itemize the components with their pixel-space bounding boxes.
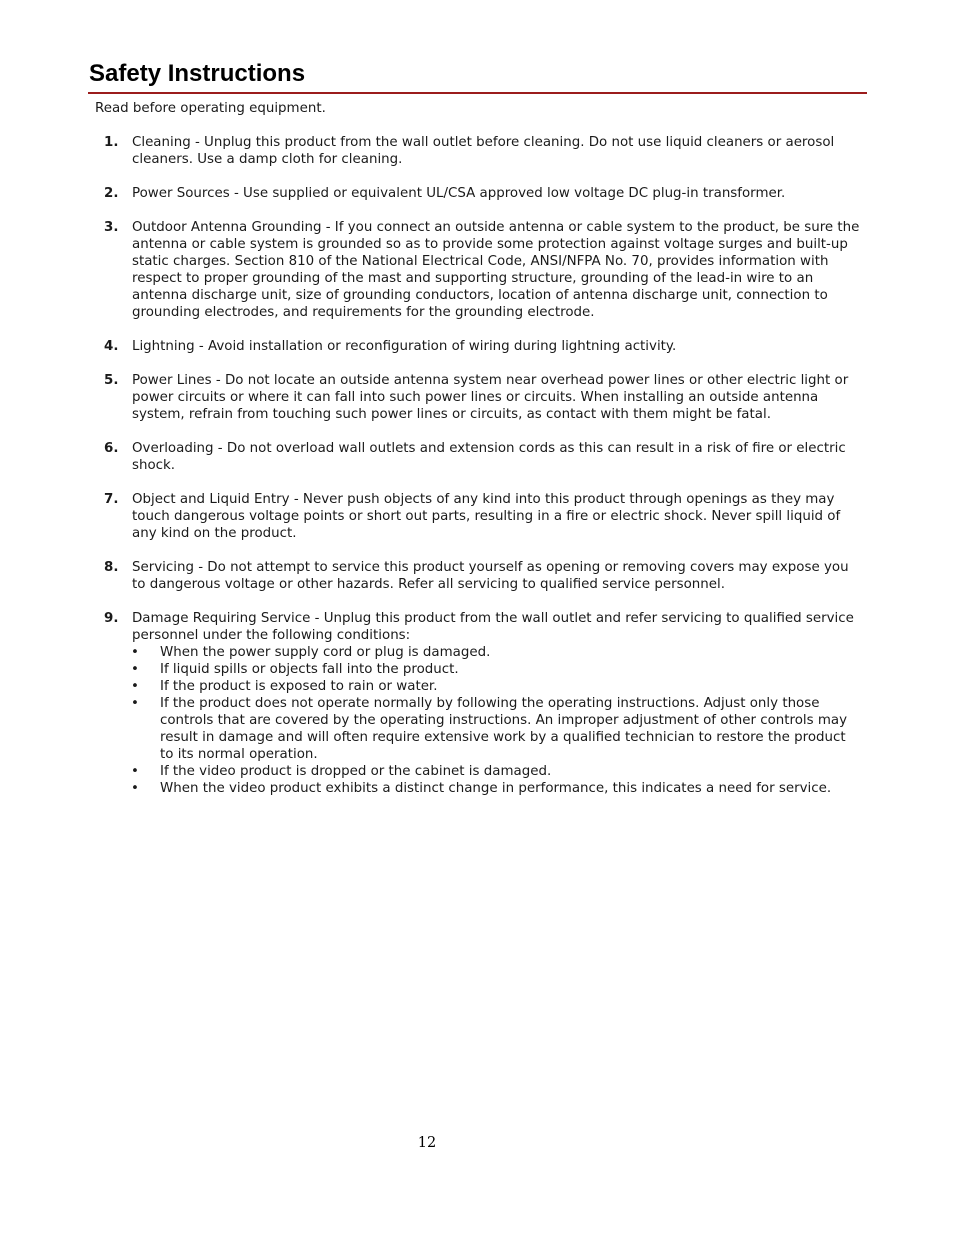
condition-text: If liquid spills or objects fall into the product. [160,662,459,677]
instruction-item-7 [0,491,954,542]
instruction-text: Power Sources - Use supplied or equivalent UL/CSA approved low voltage DC plug-in transformer. [132,186,786,201]
condition-item [0,678,954,695]
instruction-item-3 [0,219,954,321]
instruction-text: Cleaning - Unplug this product from the wall outlet before cleaning. Do not use liquid cleaners or aerosol cleaners. Use a damp cloth for cleaning. [132,135,835,167]
page-number: 12 [417,1135,437,1151]
bullet-icon: • [131,679,139,694]
condition-item [0,661,954,678]
condition-text: If the video product is dropped or the cabinet is damaged. [160,764,552,779]
instruction-item-8 [0,559,954,593]
instruction-number: 7. [104,492,119,507]
condition-item [0,695,954,763]
instruction-text: Servicing - Do not attempt to service this product yourself as opening or removing covers may expose you to dangerous voltage or other hazards. Refer all servicing to qualified service personnel. [132,560,849,592]
instruction-item-2 [0,185,954,202]
instruction-number: 2. [104,186,119,201]
instruction-list [0,134,954,814]
instruction-item-9 [0,610,954,797]
instruction-text: Object and Liquid Entry - Never push objects of any kind into this product through openings as they may touch dangerous voltage points or short out parts, resulting in a fire or electric shock. Never spill liquid of any kind on the product. [132,492,841,541]
instruction-text: Lightning - Avoid installation or reconfiguration of wiring during lightning activity. [132,339,677,354]
instruction-text: Outdoor Antenna Grounding - If you connect an outside antenna or cable system to the product, be sure the antenna or cable system is grounded so as to provide some protection against voltage surges and built-up static charges. Section 810 of the National Electrical Code, ANSI/NFPA No. 70, provides information with respect to proper grounding of the mast and supporting structure, grounding of the lead-in wire to an antenna discharge unit, size of grounding conductors, location of antenna discharge unit, connection to grounding electrodes, and requirements for the grounding electrode. [132,220,860,320]
instruction-item-6 [0,440,954,474]
instruction-number: 1. [104,135,119,150]
bullet-icon: • [131,696,139,711]
instruction-number: 6. [104,441,119,456]
condition-text: If the product does not operate normally by following the operating instructions. Adjust only those controls that are covered by the operating instructions. An improper adjustment of other controls may result in damage and will often require extensive work by a qualified technician to restore the product to its normal operation. [160,696,848,762]
page-title: Safety Instructions [89,60,306,87]
bullet-icon: • [131,781,139,796]
instruction-item-1 [0,134,954,168]
instruction-text: Overloading - Do not overload wall outlets and extension cords as this can result in a risk of fire or electric shock. [132,441,846,473]
instruction-item-5 [0,372,954,423]
instruction-number: 3. [104,220,119,235]
condition-list [0,644,954,797]
instruction-text: Damage Requiring Service - Unplug this product from the wall outlet and refer servicing to qualified service personnel under the following conditions: [132,611,854,643]
instruction-number: 4. [104,339,119,354]
condition-item [0,780,954,797]
instruction-number: 9. [104,611,119,626]
condition-text: When the video product exhibits a distinct change in performance, this indicates a need for service. [160,781,832,796]
intro-text: Read before operating equipment. [95,101,326,116]
condition-text: When the power supply cord or plug is damaged. [160,645,491,660]
condition-item [0,763,954,780]
instruction-text: Power Lines - Do not locate an outside antenna system near overhead power lines or other electric light or power circuits or where it can fall into such power lines or circuits. When installing an outside antenna system, refrain from touching such power lines or circuits, as contact with them might be fatal. [132,373,849,422]
bullet-icon: • [131,764,139,779]
instruction-number: 8. [104,560,119,575]
title-rule [88,92,867,94]
instruction-number: 5. [104,373,119,388]
bullet-icon: • [131,662,139,677]
bullet-icon: • [131,645,139,660]
condition-item [0,644,954,661]
instruction-item-4 [0,338,954,355]
condition-text: If the product is exposed to rain or water. [160,679,438,694]
